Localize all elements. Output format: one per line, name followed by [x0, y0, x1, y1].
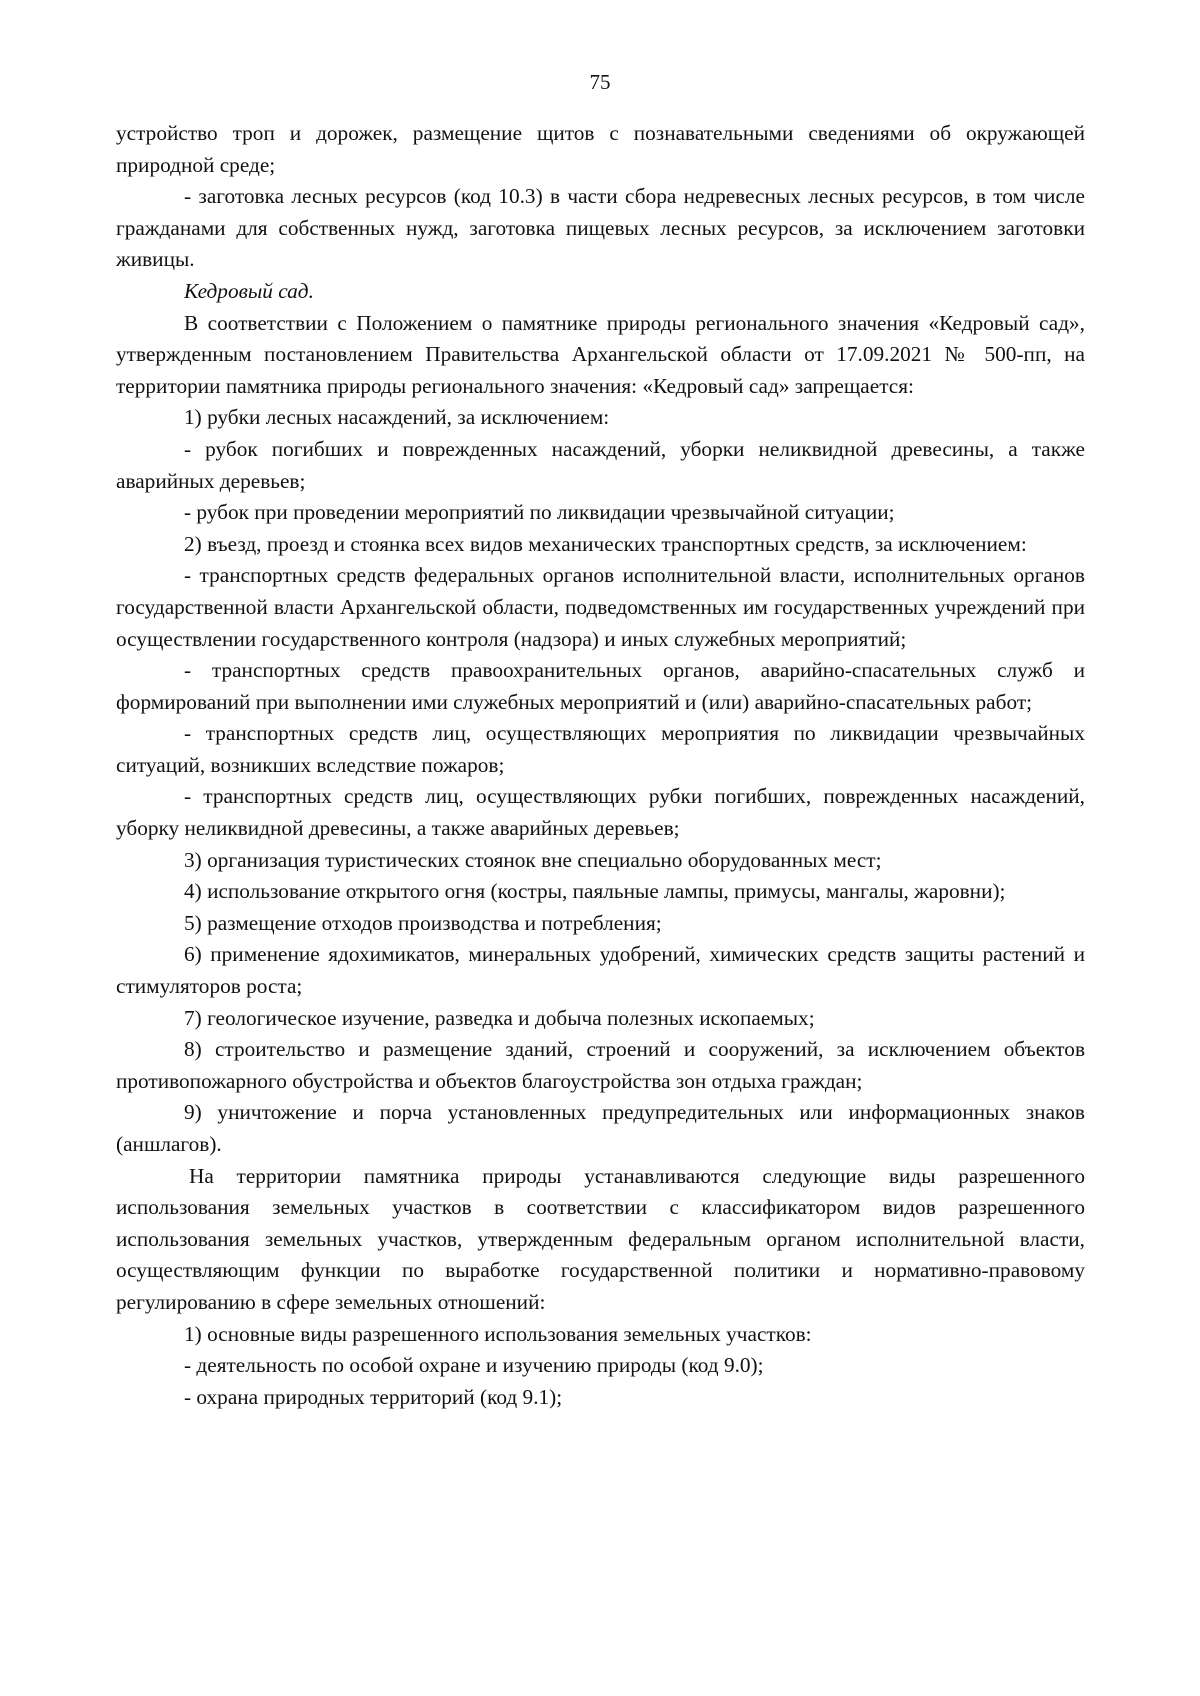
paragraph: 9) уничтожение и порча установленных предупредительных или информационных знаков (аншлагов).	[116, 1100, 1085, 1156]
paragraph: 1) основные виды разрешенного использования земельных участков:	[184, 1321, 812, 1346]
paragraph: - заготовка лесных ресурсов (код 10.3) в части сбора недревесных лесных ресурсов, в том числе гражданами для собственных нужд, заготовка пищевых лесных ресурсов, за исключением заготовки живицы.	[116, 184, 1085, 272]
page-number: 75	[589, 70, 611, 94]
paragraph: - транспортных средств лиц, осуществляющих рубки погибших, поврежденных насаждений, уборку неликвидной древесины, а также аварийных деревьев;	[116, 784, 1085, 841]
paragraph: 1) рубки лесных насаждений, за исключением:	[184, 405, 610, 430]
paragraph: - рубок погибших и поврежденных насаждений, уборки неликвидной древесины, а также аварийных деревьев;	[116, 436, 1085, 493]
section-heading: Кедровый сад.	[184, 278, 314, 303]
document-body	[116, 118, 1085, 1413]
paragraph: 5) размещение отходов производства и потребления;	[184, 910, 662, 935]
paragraph: устройство троп и дорожек, размещение щитов с познавательными сведениями об окружающей природной среде;	[116, 121, 1085, 177]
paragraph: - транспортных средств правоохранительных органов, аварийно-спасательных служб и формирований при выполнении ими служебных мероприятий и (или) аварийно-спасательных работ;	[116, 658, 1085, 714]
paragraph: 2) въезд, проезд и стоянка всех видов механических транспортных средств, за исключением:	[184, 531, 1027, 556]
paragraph: - транспортных средств лиц, осуществляющих мероприятия по ликвидации чрезвычайных ситуаций, возникших вследствие пожаров;	[116, 721, 1085, 777]
paragraph: - деятельность по особой охране и изучению природы (код 9.0);	[184, 1353, 764, 1378]
paragraph: 4) использование открытого огня (костры, паяльные лампы, примусы, мангалы, жаровни);	[184, 879, 1006, 904]
paragraph: На территории памятника природы устанавливаются следующие виды разрешенного использования земельных участков в соответствии с классификатором видов разрешенного использования земельных участков, утвержденным федеральным органом исполнительной власти, осуществляющим функции по выработке государственной политики и нормативно-правовому регулированию в сфере земельных отношений:	[116, 1163, 1085, 1314]
paragraph: 6) применение ядохимикатов, минеральных удобрений, химических средств защиты растений и стимуляторов роста;	[116, 942, 1085, 999]
paragraph: - транспортных средств федеральных органов исполнительной власти, исполнительных органов государственной власти Архангельской области, подведомственных им государственных учреждений при осуществлении государственного контроля (надзора) и иных служебных мероприятий;	[116, 563, 1085, 651]
paragraph: 3) организация туристических стоянок вне специально оборудованных мест;	[184, 847, 882, 872]
paragraph: 8) строительство и размещение зданий, строений и сооружений, за исключением объектов противопожарного обустройства и объектов благоустройства зон отдыха граждан;	[116, 1037, 1085, 1093]
paragraph: В соответствии с Положением о памятнике природы регионального значения «Кедровый сад», утвержденным постановлением Правительства Архангельской области от 17.09.2021 № 500-пп, на территории памятника природы регионального значения: «Кедровый сад» запрещается:	[116, 310, 1085, 398]
paragraph: - рубок при проведении мероприятий по ликвидации чрезвычайной ситуации;	[184, 500, 895, 525]
paragraph: 7) геологическое изучение, разведка и добыча полезных ископаемых;	[184, 1005, 815, 1030]
paragraph: - охрана природных территорий (код 9.1);	[184, 1384, 563, 1409]
